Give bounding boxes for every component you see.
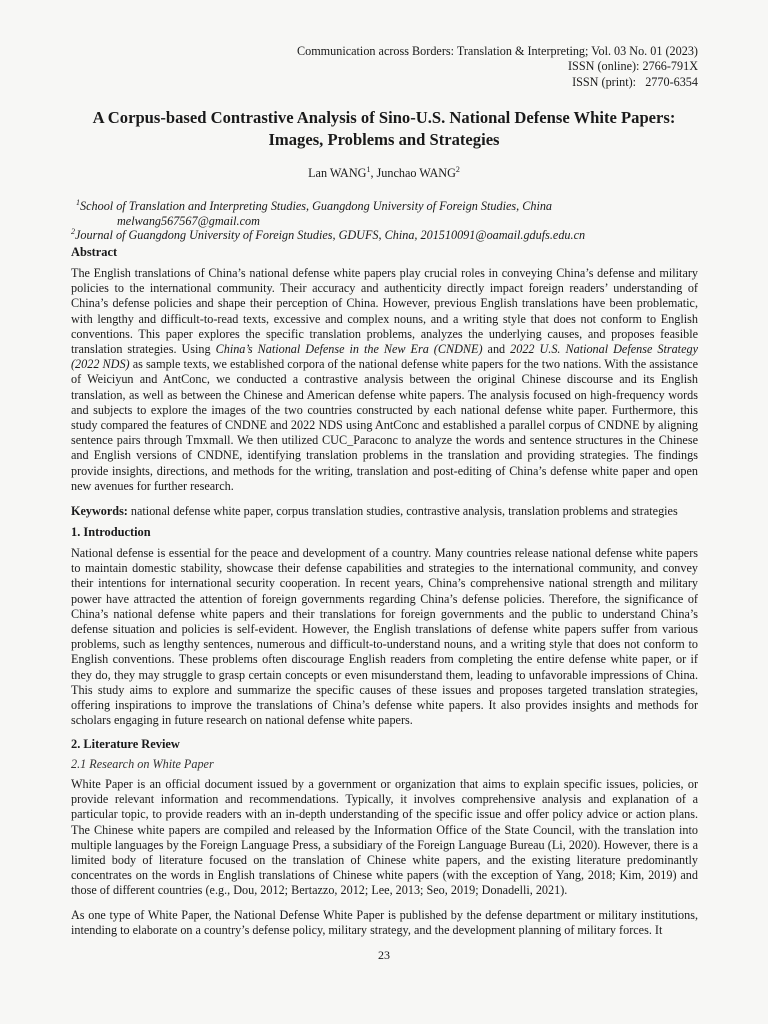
literature-paragraph-1: White Paper is an official document issued by a government or organization that aims to explain specific issues, policies, or provide relevant information and recommendations. Typically, it involves comprehensive analysis and explanation of a particular topic, to provide readers with an in-depth understanding of the specific issue and offer policy advice or action plans. The Chinese white papers are compiled and released by the Information Office of the State Council, with the translation into multiple languages by the Foreign Language Press, a subsidiary of the Foreign Language Bureau (Li, 2020). However, there is a limited body of literature focused on the translation of Chinese white papers, and the existing literature predominantly concentrates on the words in English translations of Chinese white papers (with the exception of Yang, 2018; Kim, 2019) and those of different countries (e.g., Dou, 2012; Bertazzo, 2012; Lee, 2013; Seo, 2019; Donadelli, 2021). [71,777,698,898]
journal-citation: Communication across Borders: Translation & Interpreting; Vol. 03 No. 01 (2023) [296,44,698,58]
authors [0,165,768,181]
title-line-1: A Corpus-based Contrastive Analysis of Sino-U.S. National Defense White Papers: [92,108,676,127]
title-line-2: Images, Problems and Strategies [268,129,500,149]
issn-print: ISSN (print): 2770-6354 [572,74,698,89]
affiliation-2-text: Journal of Guangdong University of Foreign Studies, GDUFS, China, 201510091@oamail.gdufs.edu.cn [75,228,586,243]
affiliation-2 [71,224,728,243]
keywords-text: national defense white paper, corpus translation studies, contrastive analysis, translation problems and strategies [127,504,678,518]
author-1: Lan WANG [308,166,367,181]
abstract-text-3: as sample texts, we established corpora of the national defense white papers for the two nations. With the assistance of Weiciyun and AntConc, we conducted a contrastive analysis between the original Chinese discourse and its English translation, as well as between the Chinese and American defense white papers. The analysis focused on high-frequency words and subjects to explore the images of the two countries constructed by each national defense white paper. Furthermore, this study compared the features of CNDNE and 2022 NDS using AntConc and established a parallel corpus of CNDNE by aligning sentence pairs through Tmxmall. We then utilized CUC_Paraconc to analyze the words and sentence structures in the Chinese and English versions of CNDNE, identifying translation problems in the translation and providing strategies. The findings provide insights, directions, and methods for the writing, translation and post-editing of China’s defense white paper and open new avenues for further research. [71,357,698,493]
abstract-cndne-title: China’s National Defense in the New Era (CNDNE) [215,342,483,357]
abstract-text-1: The English translations of China’s national defense white papers play crucial roles in conveying China’s defense and military policies to the international community. Their accuracy and authenticity directly impact foreign readers’ understanding of China’s defense policies and shape their perception of China. However, previous English translations have been problematic, with lengthy and difficult-to-read texts, excessive and complex nouns, and a writing style that does not conform to English conventions. This paper explores the specific translation problems, analyzes the underlying causes, and proposes feasible translation strategies. Using [71,266,698,357]
abstract-heading: Abstract [71,245,118,259]
issn-online: ISSN (online): 2766-791X [568,59,698,74]
literature-paragraph-2: As one type of White Paper, the National Defense White Paper is published by the defense department or military institutions, intending to elaborate on a country’s defense policy, military strategy, and the development planning of military forces. It [71,908,698,938]
affiliation-1-email[interactable]: melwang567567@gmail.com [117,214,260,229]
affiliation-1-text: School of Translation and Interpreting Studies, Guangdong University of Foreign Studies, China [80,199,553,214]
keywords [71,504,698,519]
section-2-1-subheading: 2.1 Research on White Paper [71,757,214,771]
author-2: Junchao WANG [376,166,456,181]
section-1-heading: 1. Introduction [71,525,151,539]
introduction-body: National defense is essential for the peace and development of a country. Many countries release national defense white papers to maintain domestic stability, showcase their defense capabilities and strategies to the international community, and convey their intentions for international security cooperation. In recent years, China’s comprehensive national strength and military power have attracted the attention of foreign governments regarding China’s defense policies. Therefore, the significance of China’s national defense white papers and their translations for foreign governments and the public to understand China’s defense situation and policies is self-evident. However, the English translations of defense white papers suffer from various problems, such as lengthy sentences, numerous and difficult-to-understand nouns, and a writing style that does not conform to English conventions. These problems often discourage English readers from completing the entire defense white paper, or if they do, they may struggle to grasp certain concepts or even misunderstand them, leading to unfavorable impressions of China. This study aims to explore and summarize the specific causes of these issues and proposes targeted translation strategies, offering inspirations to improve the translations of China’s defense white papers. It also provides insights and methods for scholars engaging in future research on national defense white papers. [71,546,698,728]
abstract-nds-title: 2022 U.S. National Defense Strategy (2022 NDS) [71,342,698,372]
journal-header [297,44,698,90]
section-2-heading: 2. Literature Review [71,737,180,751]
author-1-affil-mark: 1 [366,165,371,174]
author-2-affil-mark: 2 [455,165,460,174]
keywords-label: Keywords: [71,504,128,518]
affiliation-2-mark: 2 [71,227,75,236]
abstract-body [71,266,698,494]
article-title [60,107,708,150]
author-separator: , [370,166,377,181]
affiliation-1-mark: 1 [76,198,80,207]
page-number: 23 [378,948,390,962]
abstract-text-2: and [482,342,511,357]
